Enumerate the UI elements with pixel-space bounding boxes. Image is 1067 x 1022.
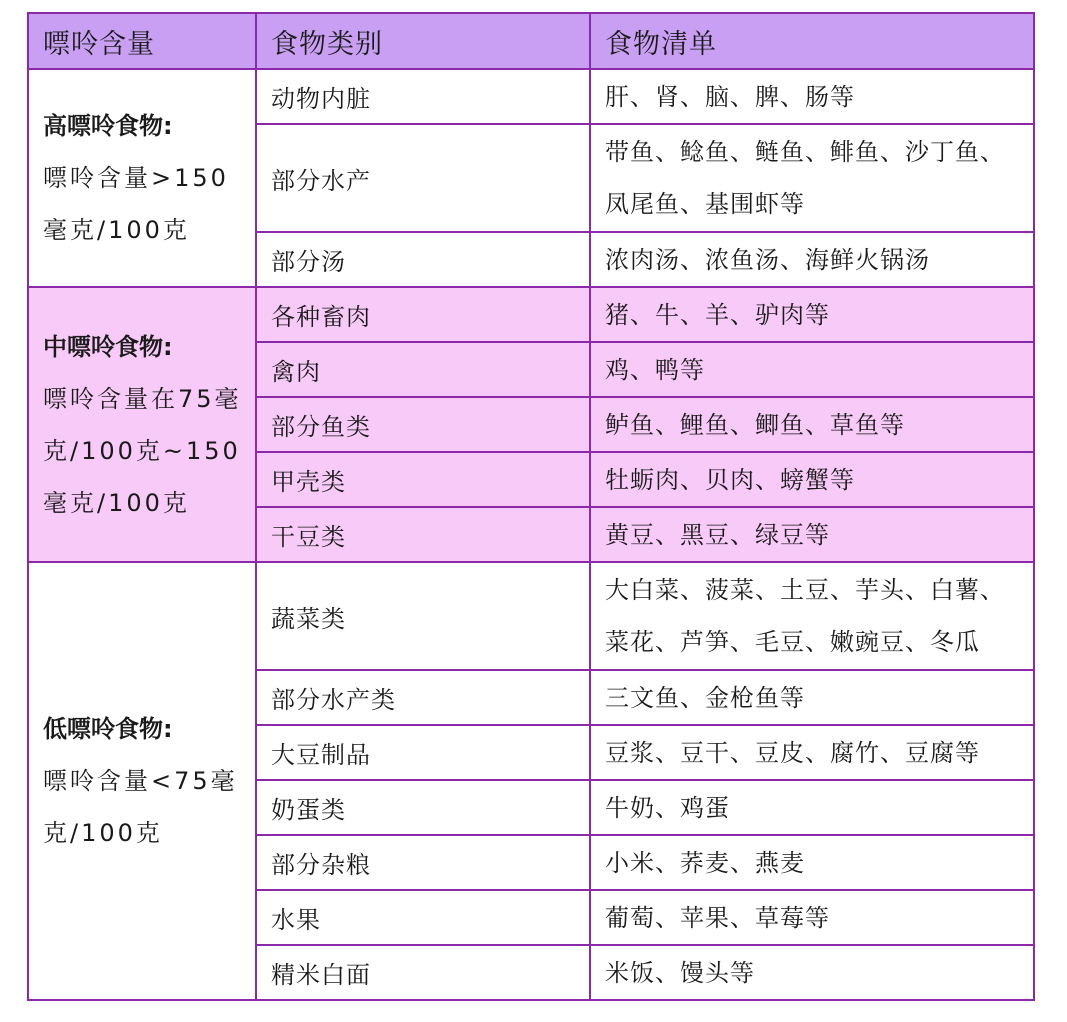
category-cell: 部分水产类 [256, 670, 590, 725]
level-title: 中嘌呤食物: [43, 332, 173, 361]
items-cell: 三文鱼、金枪鱼等 [590, 670, 1034, 725]
items-cell: 大白菜、菠菜、土豆、芋头、白薯、菜花、芦笋、毛豆、嫩豌豆、冬瓜 [590, 562, 1034, 670]
category-cell: 甲壳类 [256, 452, 590, 507]
purine-food-table [27, 12, 1035, 1001]
table-row [28, 69, 1034, 124]
level-title: 高嘌呤食物: [43, 112, 173, 140]
items-cell: 葡萄、苹果、草莓等 [590, 890, 1034, 945]
level-cell-medium [28, 287, 256, 562]
table-row [28, 287, 1034, 342]
level-description: 嘌呤含量在75毫克/100克~150毫克/100克 [43, 384, 242, 517]
level-cell-low [28, 562, 256, 1000]
items-cell: 牡蛎肉、贝肉、螃蟹等 [590, 452, 1034, 507]
category-cell: 水果 [256, 890, 590, 945]
items-cell: 牛奶、鸡蛋 [590, 780, 1034, 835]
items-cell: 黄豆、黑豆、绿豆等 [590, 507, 1034, 562]
category-cell: 部分汤 [256, 232, 590, 287]
items-cell: 鲈鱼、鲤鱼、鲫鱼、草鱼等 [590, 397, 1034, 452]
header-row [28, 13, 1034, 69]
level-description: 嘌呤含量>150毫克/100克 [43, 164, 229, 244]
category-cell: 精米白面 [256, 945, 590, 1000]
level-cell-high [28, 69, 256, 287]
category-cell: 干豆类 [256, 507, 590, 562]
header-purine-content: 嘌呤含量 [28, 13, 256, 69]
level-description: 嘌呤含量<75毫克/100克 [43, 767, 238, 847]
header-food-list: 食物清单 [590, 13, 1034, 69]
category-cell: 蔬菜类 [256, 562, 590, 670]
items-cell: 小米、荞麦、燕麦 [590, 835, 1034, 890]
items-cell: 鸡、鸭等 [590, 342, 1034, 397]
category-cell: 部分杂粮 [256, 835, 590, 890]
header-food-category: 食物类别 [256, 13, 590, 69]
items-cell: 浓肉汤、浓鱼汤、海鲜火锅汤 [590, 232, 1034, 287]
category-cell: 各种畜肉 [256, 287, 590, 342]
category-cell: 奶蛋类 [256, 780, 590, 835]
items-cell: 肝、肾、脑、脾、肠等 [590, 69, 1034, 124]
items-cell: 豆浆、豆干、豆皮、腐竹、豆腐等 [590, 725, 1034, 780]
items-cell: 米饭、馒头等 [590, 945, 1034, 1000]
items-cell: 带鱼、鲶鱼、鲢鱼、鲱鱼、沙丁鱼、凤尾鱼、基围虾等 [590, 124, 1034, 232]
category-cell: 部分水产 [256, 124, 590, 232]
level-title: 低嘌呤食物: [43, 715, 173, 743]
table-row [28, 562, 1034, 670]
category-cell: 动物内脏 [256, 69, 590, 124]
category-cell: 大豆制品 [256, 725, 590, 780]
category-cell: 部分鱼类 [256, 397, 590, 452]
items-cell: 猪、牛、羊、驴肉等 [590, 287, 1034, 342]
category-cell: 禽肉 [256, 342, 590, 397]
